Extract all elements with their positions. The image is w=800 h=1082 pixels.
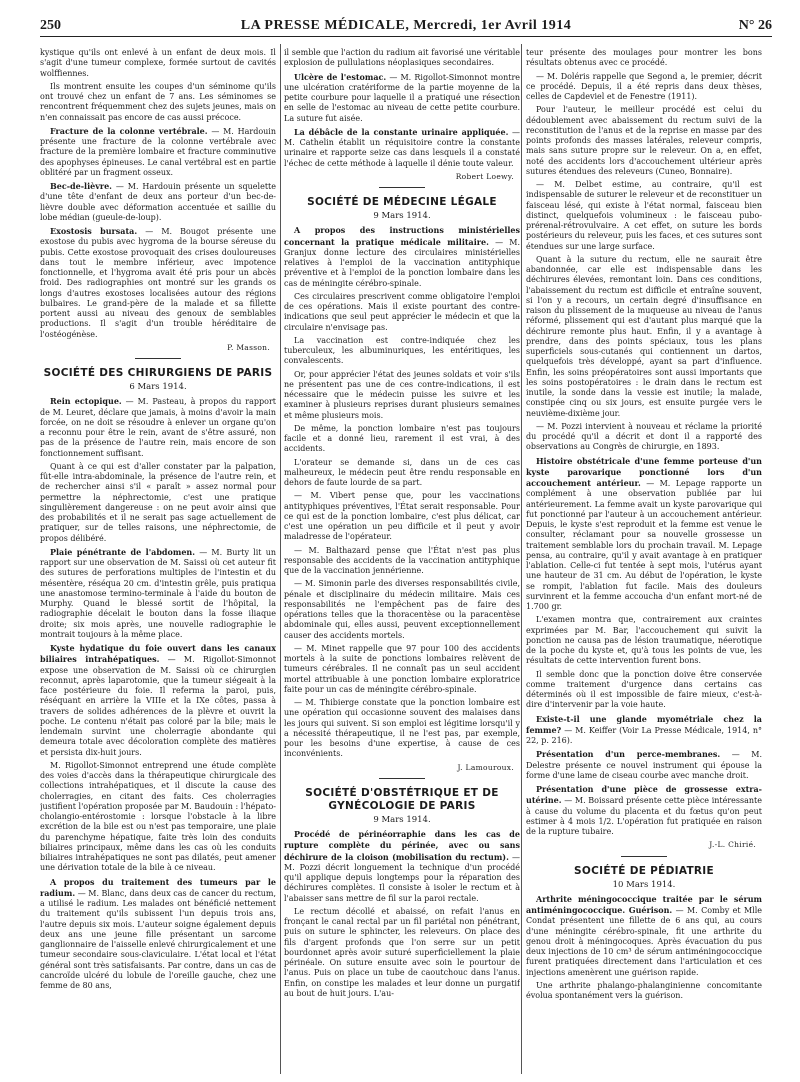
paragraph: il semble que l'action du radium ait favorisé une véritable explosion de pullulations néoplasiques secondaires.: [284, 48, 520, 68]
paragraph: [40, 643, 276, 758]
paragraph: — M. Simonin parle des diverses responsabilités civile, pénale et disciplinaire du médecin militaire. Mais ces responsabilités ne l'empêchent pas de faire des opérations telles que la thoracentèse ou la paracentèse abdominale qui, elles aussi, peuvent exceptionnellement causer des accidents mortels.: [284, 579, 520, 640]
issue-number: N° 26: [738, 18, 772, 33]
paragraph: De même, la ponction lombaire n'est pas toujours facile et a donné lieu, rarement il est vrai, à des accidents.: [284, 423, 520, 454]
paragraph: — M. Minet rappelle que 97 pour 100 des accidents mortels à la suite de ponctions lombaires relèvent de tumeurs cérébrales. Il ne connaît pas un seul accident mortel attribuable à une ponction lombaire exploratrice faite pour un cas de méningite cérébro-spinale.: [284, 643, 520, 694]
paragraph-title: Bec-de-lièvre.: [50, 181, 112, 191]
paragraph: Or, pour apprécier l'état des jeunes soldats et voir s'ils ne présentent pas une de ces contre-indications, il est nécessaire que le médecin puisse les suivre et les examiner à plusieurs reprises durant plusieurs semaines et même plusieurs mois.: [284, 369, 520, 420]
paragraph-title: Plaie pénétrante de l'abdomen.: [50, 546, 196, 557]
paragraph: [526, 749, 762, 781]
paragraph: [284, 829, 520, 904]
paragraph: Quant à la suture du rectum, elle ne saurait être abandonnée, car elle est indispensable dans les déchirures élevées, remontant loin. Dans ces conditions, l'abaissement du rectum est difficile et entraîne souvent, si l'on y a recours, un certain degré d'insuffisance en raison du plissement de la muqueuse au niveau de l'anus réformé, plissement qui est d'autant plus marqué que la déchirure remonte plus haut. Enfin, il y a avantage à prendre, dans des points spéciaux, tous les plans superficiels sous-cutanés qui contiennent un dartos, quelquefois très développé, ayant sa part d'influence. Enfin, les soins préopératoires sont aussi importants que les soins postopératoires : le drain dans le rectum est inutile, la sonde dans la vessie est inutile; la malade, constipée cinq ou six jours, est ensuite purgée vers le neuvième-dixième jour.: [526, 254, 762, 418]
column-divider: [521, 44, 522, 1074]
paragraph: kystique qu'ils ont enlevé à un enfant de deux mois. Il s'agit d'une tumeur complexe, formée surtout de cavités wolffiennes.: [40, 48, 276, 78]
column-3: [526, 48, 762, 1070]
paragraph: La vaccination est contre-indiquée chez les tuberculeux, les albuminuriques, les entéritiques, les convalescents.: [284, 335, 520, 366]
session-date: 6 Mars 1914.: [129, 382, 187, 392]
author-signature: J.-L. Chirié.: [709, 840, 756, 850]
paragraph-title: Présentation d'une pièce de grossesse extra-utérine.: [526, 784, 762, 806]
paragraph: Pour l'auteur, le meilleur procédé est celui du dédoublement avec abaissement du rectum suivi de la reconstitution de l'anus et de la reprise en masse par des points profonds des masses latérales, releveur compris, mais sans suture propre sur le releveur. On a, en effet, noté des accidents lors d'accouchement ultérieur après sutures étendues des releveurs (Cuneo, Bonnaire).: [526, 105, 762, 176]
paragraph: [284, 225, 520, 289]
paragraph: [526, 784, 762, 837]
author-signature: J. Lamouroux.: [457, 762, 514, 772]
paragraph: — M. Delbet estime, au contraire, qu'il est indispensable de suturer le releveur et de reconstituer un faisceau lésé, qui existe à l'état normal, faisceau bien distinct, quelquefois volumineux : le faisceau pubo-prérenal-rétrovulvaire. A cet effet, on suture les bords postérieurs du releveur, puis les faces, et ces sutures sont étendues sur une large surface.: [526, 180, 762, 251]
paragraph-title: Arthrite méningococcique traitée par le sérum antiméningococcique. Guérison.: [526, 893, 762, 915]
separator: [379, 778, 425, 779]
paragraph-title: A propos du traitement des tumeurs par le radium.: [40, 876, 276, 898]
column-2: [284, 48, 520, 1070]
section-heading: SOCIÉTÉ D'OBSTÉTRIQUE ET DE GYNÉCOLOGIE DE PARIS: [305, 786, 499, 812]
paragraph-body: — M. Blanc, dans deux cas de cancer du rectum, a utilisé le radium. Les malades ont bénéficié nettement du traitement qu'ils subissent l'un depuis trois ans, l'autre depuis six mois. L'auteur soigne également depuis deux ans une jeune fille présentant un sarcome ganglionnaire de l'aisselle enlevé chirurgicalement et une tumeur secondaire sous-claviculaire. L'état local et l'état général sont très satisfaisants. Par contre, dans un cas de cancroïde ulcéré du lobule de l'oreille gauche, chez une femme de 80 ans,: [40, 888, 276, 990]
paragraph-title: Ulcère de l'estomac.: [294, 71, 387, 82]
paragraph-title: Kyste hydatique du foie ouvert dans les canaux biliaires intrahépatiques.: [40, 643, 276, 665]
paragraph: L'orateur se demande si, dans un de ces cas malheureux, le médecin peut être rendu responsable en dehors de faute lourde de sa part.: [284, 457, 520, 487]
paragraph-body: — M. Lepage rapporte un complément à une observation publiée par lui antérieurement. La femme avait un kyste parovarique qui fut ponctionné par l'auteur à un accouchement antérieur. Depuis, le kyste s'est reproduit et la femme est venue le consulter, réclamant pour sa nouvelle grossesse un traitement semblable lors du prochain travail. M. Lepage pensa, au contraire, qu'il y avait avantage à en pratiquer l'ablation. Celle-ci fut tentée à sept mois, l'utérus ayant une hauteur de 31 cm. Au début de l'opération, le kyste se rompit, l'ablation fut facile. Mais des douleurs survinrent et la femme accoucha d'un enfant mort-né de 1.700 gr.: [526, 479, 762, 611]
paragraph-title: La débâcle de la constante urinaire appliquée.: [294, 126, 509, 137]
paragraph-body: — M. Granjux donne lecture des circulaires ministérielles relatives à l'emploi de la vaccination antityphique préventive et à l'emploi de la ponction lombaire dans les cas de méningite cérébro-spinale.: [284, 237, 520, 288]
paragraph-title: Procédé de périnéorraphie dans les cas de rupture complète du périnée, avec ou sans déchirure de la cloison (mobilisation du rectum).: [284, 829, 520, 862]
paragraph-title: Présentation d'un perce-membranes.: [536, 749, 721, 760]
column-divider: [280, 44, 281, 1074]
section-heading: SOCIÉTÉ DE MÉDECINE LÉGALE: [307, 196, 497, 208]
paragraph: — M. Doléris rappelle que Segond a, le premier, décrit ce procédé. Depuis, il a été repris dans deux thèses, celles de Capdeviel et de Fenestre (1911).: [526, 71, 762, 101]
journal-title: LA PRESSE MÉDICALE, Mercredi, 1er Avril 1914: [240, 18, 572, 33]
paragraph-title: Fracture de la colonne vertébrale.: [50, 125, 208, 136]
paragraph: — M. Vibert pense que, pour les vaccinations antityphiques préventives, l'État serait responsable. Pour ce qui est de la ponction lombaire, c'est plus délicat, car c'est une opération un peu difficile et il peut y avoir maladresse de l'opérateur.: [284, 491, 520, 542]
page-number: 250: [40, 18, 61, 33]
separator: [135, 358, 181, 359]
paragraph-body: — M. Pasteau, à propos du rapport de M. Leuret, déclare que jamais, à moins d'avoir la main forcée, on ne doit se résoudre à enlever un organe qu'on a reconnu pour être le rein, avant de s'être assuré, non pas de la présence de l'autre rein, mais encore de son fonctionnement suffisant.: [40, 397, 276, 458]
paragraph: Une arthrite phalango-phalanginienne concomitante évolua spontanément vers la guérison.: [526, 980, 762, 1000]
paragraph: [40, 181, 276, 223]
separator: [379, 187, 425, 188]
session-date: 9 Mars 1914.: [373, 814, 431, 825]
paragraph-title: A propos des instructions ministérielles concernant la pratique médicale militaire.: [284, 225, 520, 247]
paragraph-body: — M. Rigollot-Simonnot montre une ulcération cratériforme de la partie moyenne de la petite courbure pour laquelle il a pratiqué une résection en selle de l'estomac au niveau de cette petite courbure. La suture fut aisée.: [284, 72, 520, 123]
paragraph: — M. Pozzi intervient à nouveau et réclame la priorité du procédé qu'il a décrit et dont il a rapporté des observations au Congrès de chirurgie, en 1893.: [526, 421, 762, 452]
paragraph-title: Exostosis bursata.: [50, 226, 138, 236]
paragraph: Quant à ce qui est d'aller constater par la palpation, fût-elle intra-abdominale, la présence de l'autre rein, et de rechercher ainsi s'il « paraît » assez normal pour permettre la néphrectomie, c'est une pratique singulièrement dangereuse : on ne peut avoir ainsi que des probabilités et il ne serait pas sage actuellement de pratiquer, sur de telles raisons, une néphrectomie, de propos délibéré.: [40, 461, 276, 543]
paragraph-body: — M. Cathelin établit un réquisitoire contre la constante urinaire et rapporte seize cas dans lesquels il a constaté l'échec de cette méthode à laquelle il dénie toute valeur.: [284, 127, 520, 168]
paragraph: teur présente des moulages pour montrer les bons résultats obtenus avec ce procédé.: [526, 48, 762, 68]
author-signature: P. Masson.: [227, 342, 270, 352]
paragraph-body: — M. Bougot présente une exostose du pubis avec hygroma de la bourse séreuse du pubis. Cette exostose provoquait des crises douloureuses dans tout le membre inférieur, avec impotence fonctionnelle, et l'hygroma avait été pris pour un abcès froid. Des radiographies ont montré sur les grands os longs d'autres exostoses localisées autour des régions bulbaires. Le grand-père de la malade et sa fillette portent aussi au niveau des genoux de semblables productions. Il s'agit d'un trouble héréditaire de l'ostéogénèse.: [40, 227, 276, 339]
session-date: 10 Mars 1914.: [612, 879, 676, 890]
paragraph-body: — M. Burty lit un rapport sur une observation de M. Saissi où cet auteur fit des sutures de perforations multiples de l'intestin et du mésentère, réséqua 20 cm. d'intestin grêle, puis pratiqua une anastomose termino-terminale à l'aide du bouton de Murphy. Quand le blessé sortit de l'hôpital, la radiographie décelait le bouton dans la fosse iliaque droite; six mois après, une nouvelle radiographie le montrait toujours à la même place.: [40, 547, 276, 639]
section-heading: SOCIÉTÉ DE PÉDIATRIE: [574, 864, 714, 877]
paragraph: — M. Thibierge constate que la ponction lombaire est une opération qui occasionne souvent des malaises dans les jours qui suivent. Si son emploi est légitime lorsqu'il y a nécessité thérapeutique, il ne l'est pas, par exemple, pour les besoins d'une expertise, à cause de ces inconvénients.: [284, 698, 520, 759]
paragraph-body: — M. Keiffer (Voir La Presse Médicale, 1914, n° 22, p. 216).: [526, 725, 762, 745]
paragraph: Ces circulaires prescrivent comme obligatoire l'emploi de ces opérations. Mais il existe pourtant des contre-indications que seul peut apprécier le médecin et que la circulaire n'envisage pas.: [284, 291, 520, 332]
paragraph: [40, 126, 276, 178]
paragraph-body: — M. Hardouin présente une fracture de la colonne vertébrale avec fracture de la première lombaire et fracture comminutive des apophyses épineuses. Le canal vertébral est en partie oblitéré par un fragment osseux.: [40, 126, 276, 177]
page-header: [40, 16, 772, 37]
paragraph: [526, 456, 762, 613]
paragraph: [40, 547, 276, 640]
paragraph-title: Rein ectopique.: [50, 396, 122, 407]
paragraph: [284, 127, 520, 169]
paragraph: Il semble donc que la ponction doive être conservée comme traitement d'urgence dans certains cas déterminés où il est impossible de faire mieux, c'est-à-dire d'intervenir par la voie haute.: [526, 669, 762, 710]
paragraph: — M. Balthazard pense que l'État n'est pas plus responsable des accidents de la vaccination antityphique que de la vaccination jennérienne.: [284, 545, 520, 575]
paragraph: Ils montrent ensuite les coupes d'un séminome qu'ils ont trouvé chez un enfant de 7 ans. Les séminomes se rencontrent fréquemment chez des sujets jeunes, mais on n'en connaissait pas encore de cas aussi précoce.: [40, 81, 276, 122]
paragraph-body: — M. Delestre présente ce nouvel instrument qui épouse la forme d'une lame de ciseau courbe avec manche droit.: [526, 750, 762, 780]
author-signature: Robert Loewy.: [455, 171, 514, 181]
separator: [621, 856, 667, 857]
paragraph: [284, 72, 520, 124]
paragraph: L'examen montra que, contrairement aux craintes exprimées par M. Bar, l'accouchement qui suivit la ponction ne causa pas de lésion traumatique, néerotique de la poche du kyste et, qu'à tous les points de vue, les résultats de cette intervention furent bons.: [526, 615, 762, 666]
paragraph: [526, 714, 762, 747]
column-1: [40, 48, 276, 1070]
paragraph: M. Rigollot-Simonnot entreprend une étude complète des voies d'accès dans la thérapeutique chirurgicale des collections intrahépatiques, et il discute la cause des cholerragies, en citant des faits. Ces cholerragies justifient l'opération proposée par M. Baudouin : l'hépato-cholangio-entérostomie : lorsque l'obstacle à la libre excrétion de la bile est ou n'est pas temporaire, une plaie du parenchyme hépatique, faite très loin des conduits biliaires principaux, même dans les cas où les conduits biliaires intrahépatiques ne sont pas dilatés, peut amener une dérivation totale de la bile à ce niveau.: [40, 760, 276, 873]
paragraph: [526, 894, 762, 978]
paragraph-title: Existe-t-il une glande myométriale chez la femme?: [526, 713, 762, 735]
paragraph: [40, 877, 276, 992]
session-date: 9 Mars 1914.: [373, 211, 431, 221]
paragraph-body: — M. Pozzi décrit longuement la technique d'un procédé qu'il applique depuis longtemps pour la réparation des déchirures complètes. Il consiste à isoler le rectum et à l'abaisser sans mettre de fil sur la paroi rectale.: [284, 852, 520, 903]
paragraph: Le rectum décollé et abaissé, on refait l'anus en fronçant le canal rectal par un fil pariétal non pénétrant, puis on suture le sphincter, les releveurs. On place des fils d'argent profonds que l'on serre sur un petit bourdonnet après avoir suturé superficiellement la plaie périnéale. On suture ensuite avec soin le pourtour de l'anus. Puis on place un tube de caoutchouc dans l'anus. Enfin, on constipe les malades et leur donne un purgatif au bout de huit jours. L'au-: [284, 906, 520, 998]
paragraph-body: — M. Rigollot-Simonnot expose une observation de M. Saissi où ce chirurgien reconnut, après laparotomie, que la tumeur siégeait à la face postérieure du foie. Il referma la paroi, puis, réséquant en arrière la VIIIe et la IXe côtes, passa à travers de solides adhérences de la plèvre et ouvrit la poche. Le contenu n'était pas coloré par la bile; mais le lendemain survint une cholerragie abondante qui demeura totale avec décoloration complète des matières et persista dix-huit jours.: [40, 655, 276, 757]
paragraph-body: — M. Hardouin présente un squelette d'une tête d'enfant de deux ans porteur d'un bec-de-lièvre double avec déformation accentuée et saillie du lobe médian (gueule-de-loup).: [40, 182, 276, 222]
paragraph: [40, 226, 276, 340]
paragraph-body: — M. Comby et Mlle Condat présentent une fillette de 6 ans qui, au cours d'une méningite cérébro-spinale, fit une arthrite du genou droit à méningocoques. Après évacuation du pus deux injections de 10 cm³ de sérum antiméningococcique furent pratiquées directement dans l'articulation et ces injections amenèrent une guérison rapide.: [526, 906, 762, 977]
section-heading: SOCIÉTÉ DES CHIRURGIENS DE PARIS: [43, 367, 273, 379]
paragraph: [40, 396, 276, 459]
paragraph-title: Histoire obstétricale d'une femme porteuse d'un kyste parovarique ponctionné lors d'un accouchement antérieur.: [526, 455, 762, 488]
paragraph-body: — M. Boissard présente cette pièce intéressante à cause du volume du placenta et du fœtus qu'on peut estimer à 4 mois 1/2. L'opération fut pratiquée en raison de la rupture tubaire.: [526, 796, 762, 836]
